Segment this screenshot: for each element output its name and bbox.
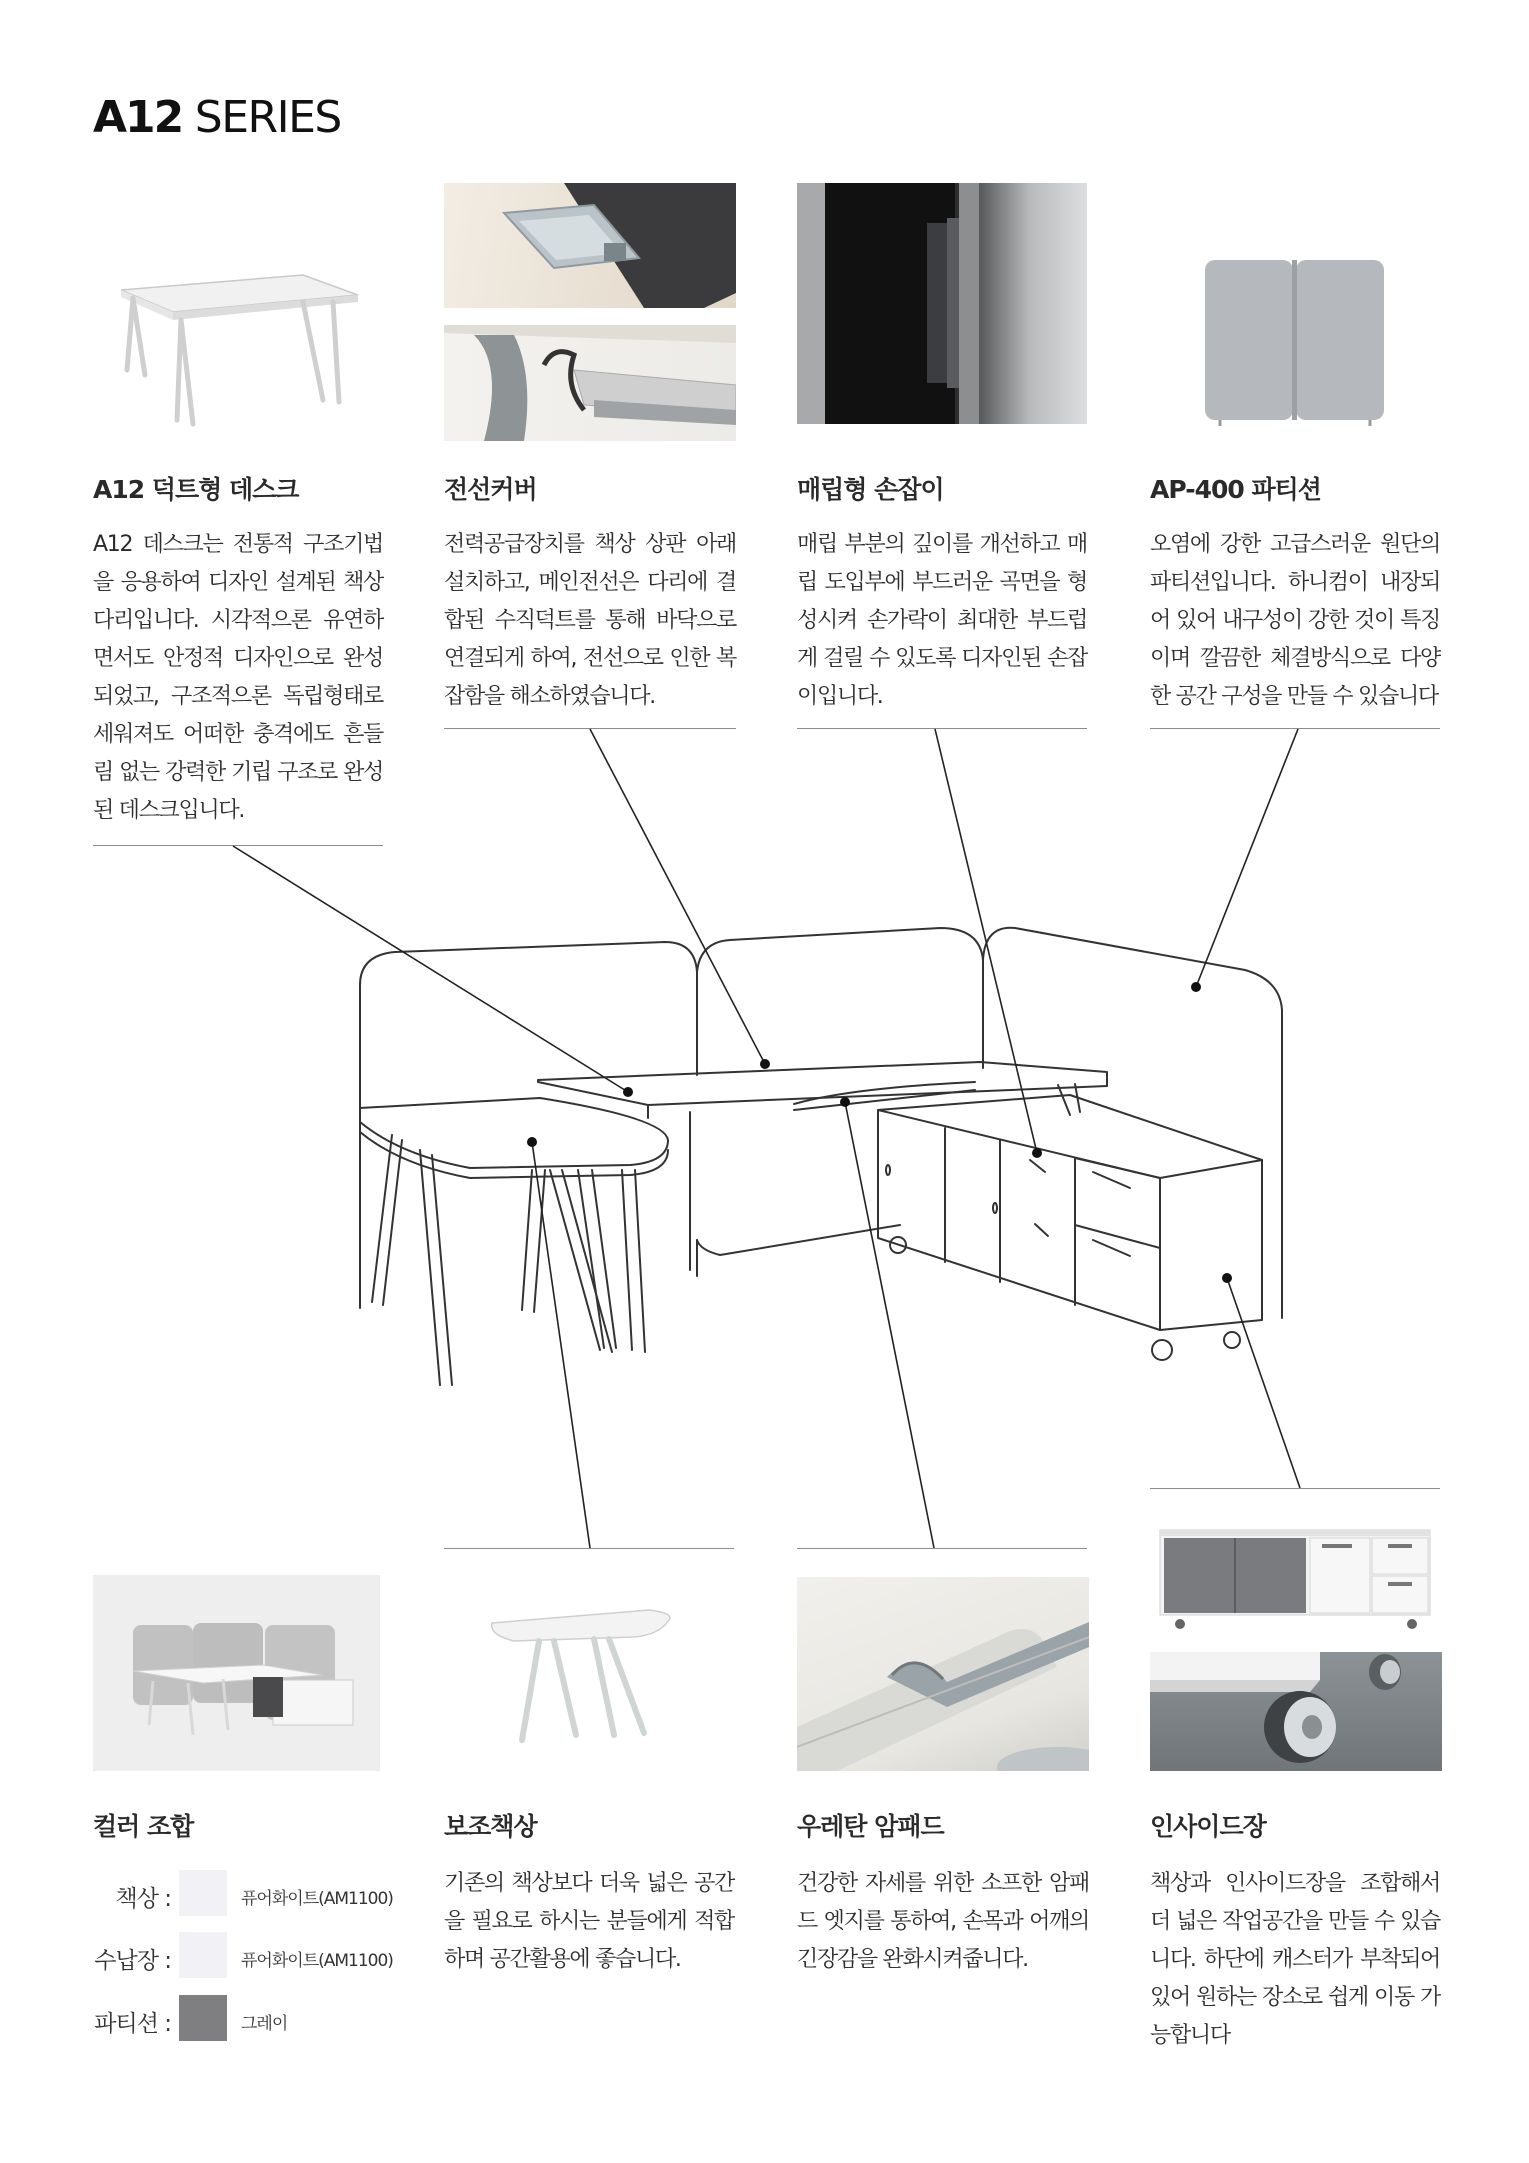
- feature-inside-cabinet: [1150, 1807, 1440, 2055]
- feature-title: 매립형 손잡이: [797, 475, 944, 504]
- color-swatch: [179, 1932, 227, 1978]
- feature-desc: A12 데스크는 전통적 구조기법을 응용하여 디자인 설계된 책상다리입니다. 시각적으론 유연하면서도 안정적 디자인으로 완성되었고, 구조적으론 독립형태로 세워져도 어떠한 충격에도 흔들림 없는 강력한 기립 구조로 완성된 데스크입니다.: [93, 532, 383, 823]
- color-combo-photo: [93, 1575, 380, 1771]
- feature-desc: 기존의 책상보다 더욱 넓은 공간을 필요로 하시는 분들에게 적합하며 공간활용에 좋습니다.: [444, 1871, 734, 1972]
- feature-auxiliary-desk: [444, 1807, 734, 1979]
- page-title: A12 SERIES: [93, 92, 341, 143]
- feature-desc: 오염에 강한 고급스러운 원단의 파티션입니다. 하니컴이 내장되어 있어 내구성이 강한 것이 특징이며 깔끔한 체결방식으로 다양한 공간 구성을 만들 수 있습니다: [1150, 532, 1440, 709]
- feature-desc: 매립 부분의 깊이를 개선하고 매립 도입부에 부드러운 곡면을 형성시켜 손가락이 최대한 부드럽게 걸릴 수 있도록 디자인된 손잡이입니다.: [797, 532, 1087, 709]
- feature-title-color: 컬러 조합: [93, 1812, 194, 1841]
- caster-photo: [1150, 1652, 1442, 1771]
- feature-armpad: [797, 1807, 1089, 1979]
- color-name: 그레이: [241, 2014, 288, 2034]
- color-swatch: [179, 1995, 227, 2041]
- feature-desc: 책상과 인사이드장을 조합해서 더 넓은 작업공간을 만들 수 있습니다. 하단에 캐스터가 부착되어 있어 원하는 장소로 쉽게 이동 가능합니다: [1150, 1871, 1440, 2048]
- color-label: 수납장 :: [94, 1948, 171, 1974]
- feature-title: AP-400 파티션: [1150, 475, 1321, 504]
- divider: [1150, 1488, 1440, 1489]
- color-label: 책상 :: [115, 1886, 171, 1912]
- feature-title: 인사이드장: [1150, 1812, 1266, 1841]
- auxiliary-desk-photo: [444, 1575, 734, 1765]
- color-name: 퓨어화이트(AM1100): [241, 1951, 393, 1971]
- inside-cabinet-photo: [1150, 1518, 1442, 1638]
- feature-title: A12 덕트형 데스크: [93, 475, 299, 504]
- divider: [797, 1548, 1087, 1549]
- feature-desc: 전력공급장치를 책상 상판 아래 설치하고, 메인전선은 다리에 결합된 수직덕트를 통해 바닥으로 연결되게 하여, 전선으로 인한 복잡함을 해소하였습니다.: [444, 532, 736, 709]
- feature-title: 우레탄 암패드: [797, 1812, 944, 1841]
- urethane-armpad-photo: [797, 1577, 1089, 1771]
- feature-desc: 건강한 자세를 위한 소프한 암패드 엣지를 통하여, 손목과 어깨의 긴장감을 완화시켜줍니다.: [797, 1871, 1089, 1972]
- color-label: 파티션 :: [94, 2011, 171, 2037]
- feature-title: 보조책상: [444, 1812, 537, 1841]
- color-swatch: [179, 1870, 227, 1916]
- divider: [444, 1548, 734, 1549]
- color-name: 퓨어화이트(AM1100): [241, 1889, 393, 1909]
- feature-title: 전선커버: [444, 475, 537, 504]
